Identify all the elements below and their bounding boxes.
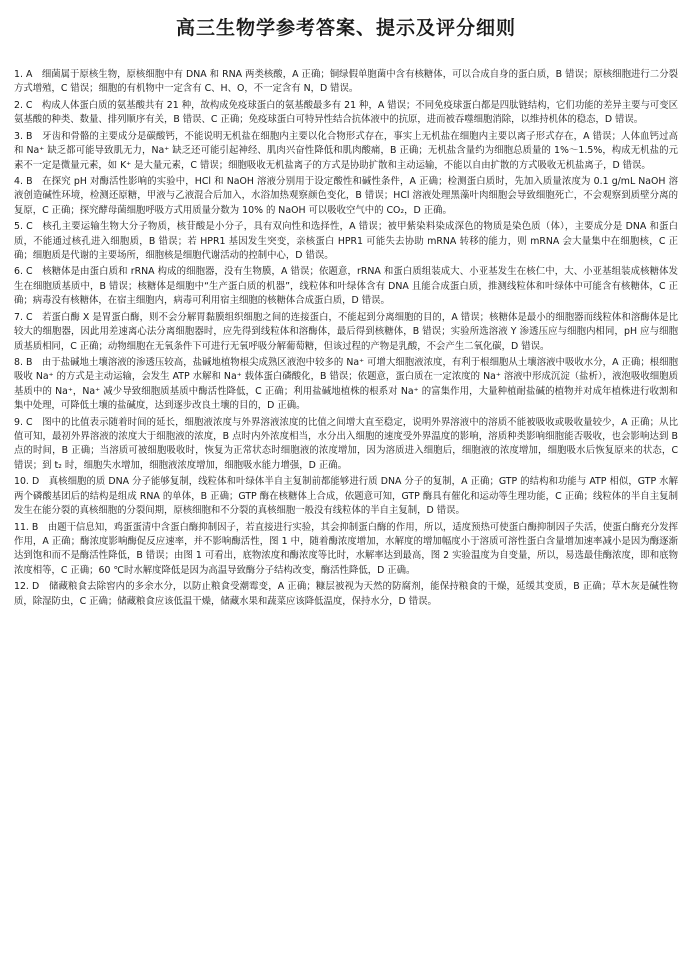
answer-item-9: 9. C 图中的比值表示随着时间的延长，细胞液浓度与外界溶液浓度的比值之间增大直至稳定，说明外界溶液中的溶质不能被吸收或吸收量较少，A 正确；从比值可知，最初外界溶液的浓度大于细胞液的浓度，B 点时内外浓度相当，水分出入细胞的速度受外界温度的影响，溶质种类影响细胞能否吸收，也会影响达到 B 点的时间，B 正确；当溶质可被细胞吸收时，恢复为正常状态时细胞液的浓度增加，因为溶质进入细胞后，细胞液的浓度增加，细胞吸水后恢复原来的状态，C 错误；到 t₂ 时，细胞失水增加，细胞液浓度增加，细胞吸水能力增强，D 正确。: [14, 416, 678, 471]
answer-item-8: 8. B 由于盐碱地土壤溶液的渗透压较高，盐碱地植物根尖成熟区液泡中较多的 Na⁺ 可增大细胞液浓度，有利于根细胞从土壤溶液中吸收水分，A 正确；根细胞吸收 Na⁺ 的方式是主动运输，会发生 ATP 水解和 Na⁺ 载体蛋白磷酸化，B 错误；依题意，蛋白质在一定浓度的 Na⁺ 溶液中形成沉淀（盐析），液泡吸收细胞质基质中的 Na⁺，Na⁺ 减少导致细胞质基质中酶活性降低，C 正确；利用盐碱地植株的根系对 Na⁺ 的富集作用，大量种植耐盐碱的植物并对成年植株进行收割和集中处理，可降低土壤的盐碱度，达到逐步改良土壤的目的，D 正确。: [14, 356, 678, 412]
answer-item-6: 6. C 核糖体是由蛋白质和 rRNA 构成的细胞器，没有生物膜，A 错误；依题意，rRNA 和蛋白质组装成大、小亚基发生在核仁中，大、小亚基组装成核糖体发生在细胞质基质中，B 错误；核糖体是细胞中“生产蛋白质的机器”，线粒体和叶绿体含有 DNA 且能合成蛋白质，推测线粒体和叶绿体中可能含有核糖体，C 正确；病毒没有核糖体，在宿主细胞内，病毒可利用宿主细胞的核糖体合成蛋白质，D 错误。: [14, 266, 678, 307]
answer-item-3: 3. B 牙齿和骨骼的主要成分是碳酸钙，不能说明无机盐在细胞内主要以化合物形式存在，事实上无机盐在细胞内主要以离子形式存在，A 错误；人体血钙过高和 Na⁺ 缺乏都可能导致肌无力，Na⁺ 缺乏还可能引起神经、肌肉兴奋性降低和肌肉酸痛，B 正确；无机盐含量约为细胞总质量的 1%～1.5%，构成无机盐的元素不一定是微量元素，如 K⁺ 是大量元素，C 错误；细胞吸收无机盐离子的方式是协助扩散和主动运输，不能以自由扩散的方式吸收无机盐离子，D 错误。: [14, 130, 678, 171]
answer-item-2: 2. C 构成人体蛋白质的氨基酸共有 21 种，故构成免疫球蛋白的氨基酸最多有 21 种，A 错误；不同免疫球蛋白都是四肽链结构，它们功能的差异主要与可变区氨基酸的种类、数量、排列顺序有关，B 错误、C 正确；免疫球蛋白可特异性结合抗体液中的抗原，进而被吞噬细胞消除，以维持机体的稳态，D 错误。: [14, 99, 678, 126]
answer-item-5: 5. C 核孔主要运输生物大分子物质，核苷酸是小分子，具有双向性和选择性，A 错误；被甲紫染料染成深色的物质是染色质（体），主要成分是 DNA 和蛋白质，不能通过核孔进入细胞质，B 错误；若 HPR1 基因发生突变，亲核蛋白 HPR1 可能失去协助 mRNA 转移的能力，则 mRNA 会大量集中在细胞核，C 正确；细胞质是代谢的主要场所，细胞核是细胞代谢活动的控制中心，D 错误。: [14, 221, 678, 261]
answer-item-11: 11. B 由题干信息知，鸡蛋蛋清中含蛋白酶抑制因子，若直接进行实验，其会抑制蛋白酶的作用，所以，适度预热可使蛋白酶抑制因子失活，使蛋白酶充分发挥作用，A 正确；酶浓度影响酶促反应速率，并不影响酶活性，图 1 中，随着酶浓度增加，水解度的增加幅度小于溶质可溶性蛋白含量增加速率减小是因为酶逐渐达到饱和而不是酶活性降低，B 错误；由图 1 可看出，底物浓度和酶浓度等比时，水解率达到最高，图 2 实验温度为自变量，所以，易选最佳酶浓度，即和底物浓度相等，C 正确；60 ℃时水解度降低是因为高温导致酶分子结构改变，酶活性降低，D 正确。: [14, 521, 678, 576]
answer-list: [14, 68, 678, 609]
answer-item-10: 10. D 真核细胞的质 DNA 分子能够复制，线粒体和叶绿体半自主复制前都能够进行质 DNA 分子的复制，A 正确；GTP 的结构和功能与 ATP 相似，GTP 水解两个磷酸基团后的结构是组成 RNA 的单体，B 正确；GTP 酶在核糖体上合成，依题意可知，GTP 酶具有催化和运动等生理功能，C 正确；线粒体的半自主复制发生在能分裂的真核细胞的分裂间期，原核细胞和不分裂的真核细胞一般没有线粒体的半自主复制，D 错误。: [14, 476, 678, 517]
answer-item-1: 1. A 细菌属于原核生物，原核细胞中有 DNA 和 RNA 两类核酸，A 正确；铜绿假单胞菌中含有核糖体，可以合成自身的蛋白质，B 错误；原核细胞进行二分裂方式增殖，C 错误；细胞的有机物中一定含有 C、H、O，不一定含有 N，D 错误。: [14, 69, 678, 95]
answer-item-7: 7. C 若蛋白酶 X 是胃蛋白酶，则不会分解胃黏膜组织细胞之间的连接蛋白，不能起到分离细胞的目的，A 错误；核糖体是最小的细胞器而线粒体和溶酶体是比较大的细胞器，因此用差速离心法分离细胞器时，应先得到线粒体和溶酶体，最后得到核糖体，B 错误；实验所选溶液 Y 渗透压应与细胞内相同，pH 应与细胞质基质相同，C 正确；动物细胞在无氧条件下可进行无氧呼吸分解葡萄糖，但该过程的产物是乳酸，不会产生二氧化碳，D 错误。: [14, 311, 678, 352]
answer-item-12: 12. D 储藏粮食去除窖内的多余水分，以防止粮食受潮霉变，A 正确；糠层被视为天然的防腐剂，能保持粮食的干燥，延缓其变质，B 正确；草木灰是碱性物质，除湿防虫，C 正确；储藏粮食应该低温干燥，储藏水果和蔬菜应该降低温度，保持水分，D 错误。: [14, 581, 678, 607]
page-title: 高三生物学参考答案、提示及评分细则: [175, 17, 516, 39]
answer-item-4: 4. B 在探究 pH 对酶活性影响的实验中，HCl 和 NaOH 溶液分别用于设定酸性和碱性条件，A 正确；检测蛋白质时，先加入质量浓度为 0.1 g/mL NaOH 溶液创造碱性环境，检测还原糖，甲液与乙液混合后加入，水浴加热观察颜色变化，B 错误；HCl 溶液处理黑藻叶肉细胞会导致细胞死亡，不会观察到质壁分离的复原，C 正确；探究酵母菌细胞呼吸方式用质量分数为 10% 的 NaOH 可以吸收空气中的 CO₂，D 正确。: [14, 175, 678, 216]
